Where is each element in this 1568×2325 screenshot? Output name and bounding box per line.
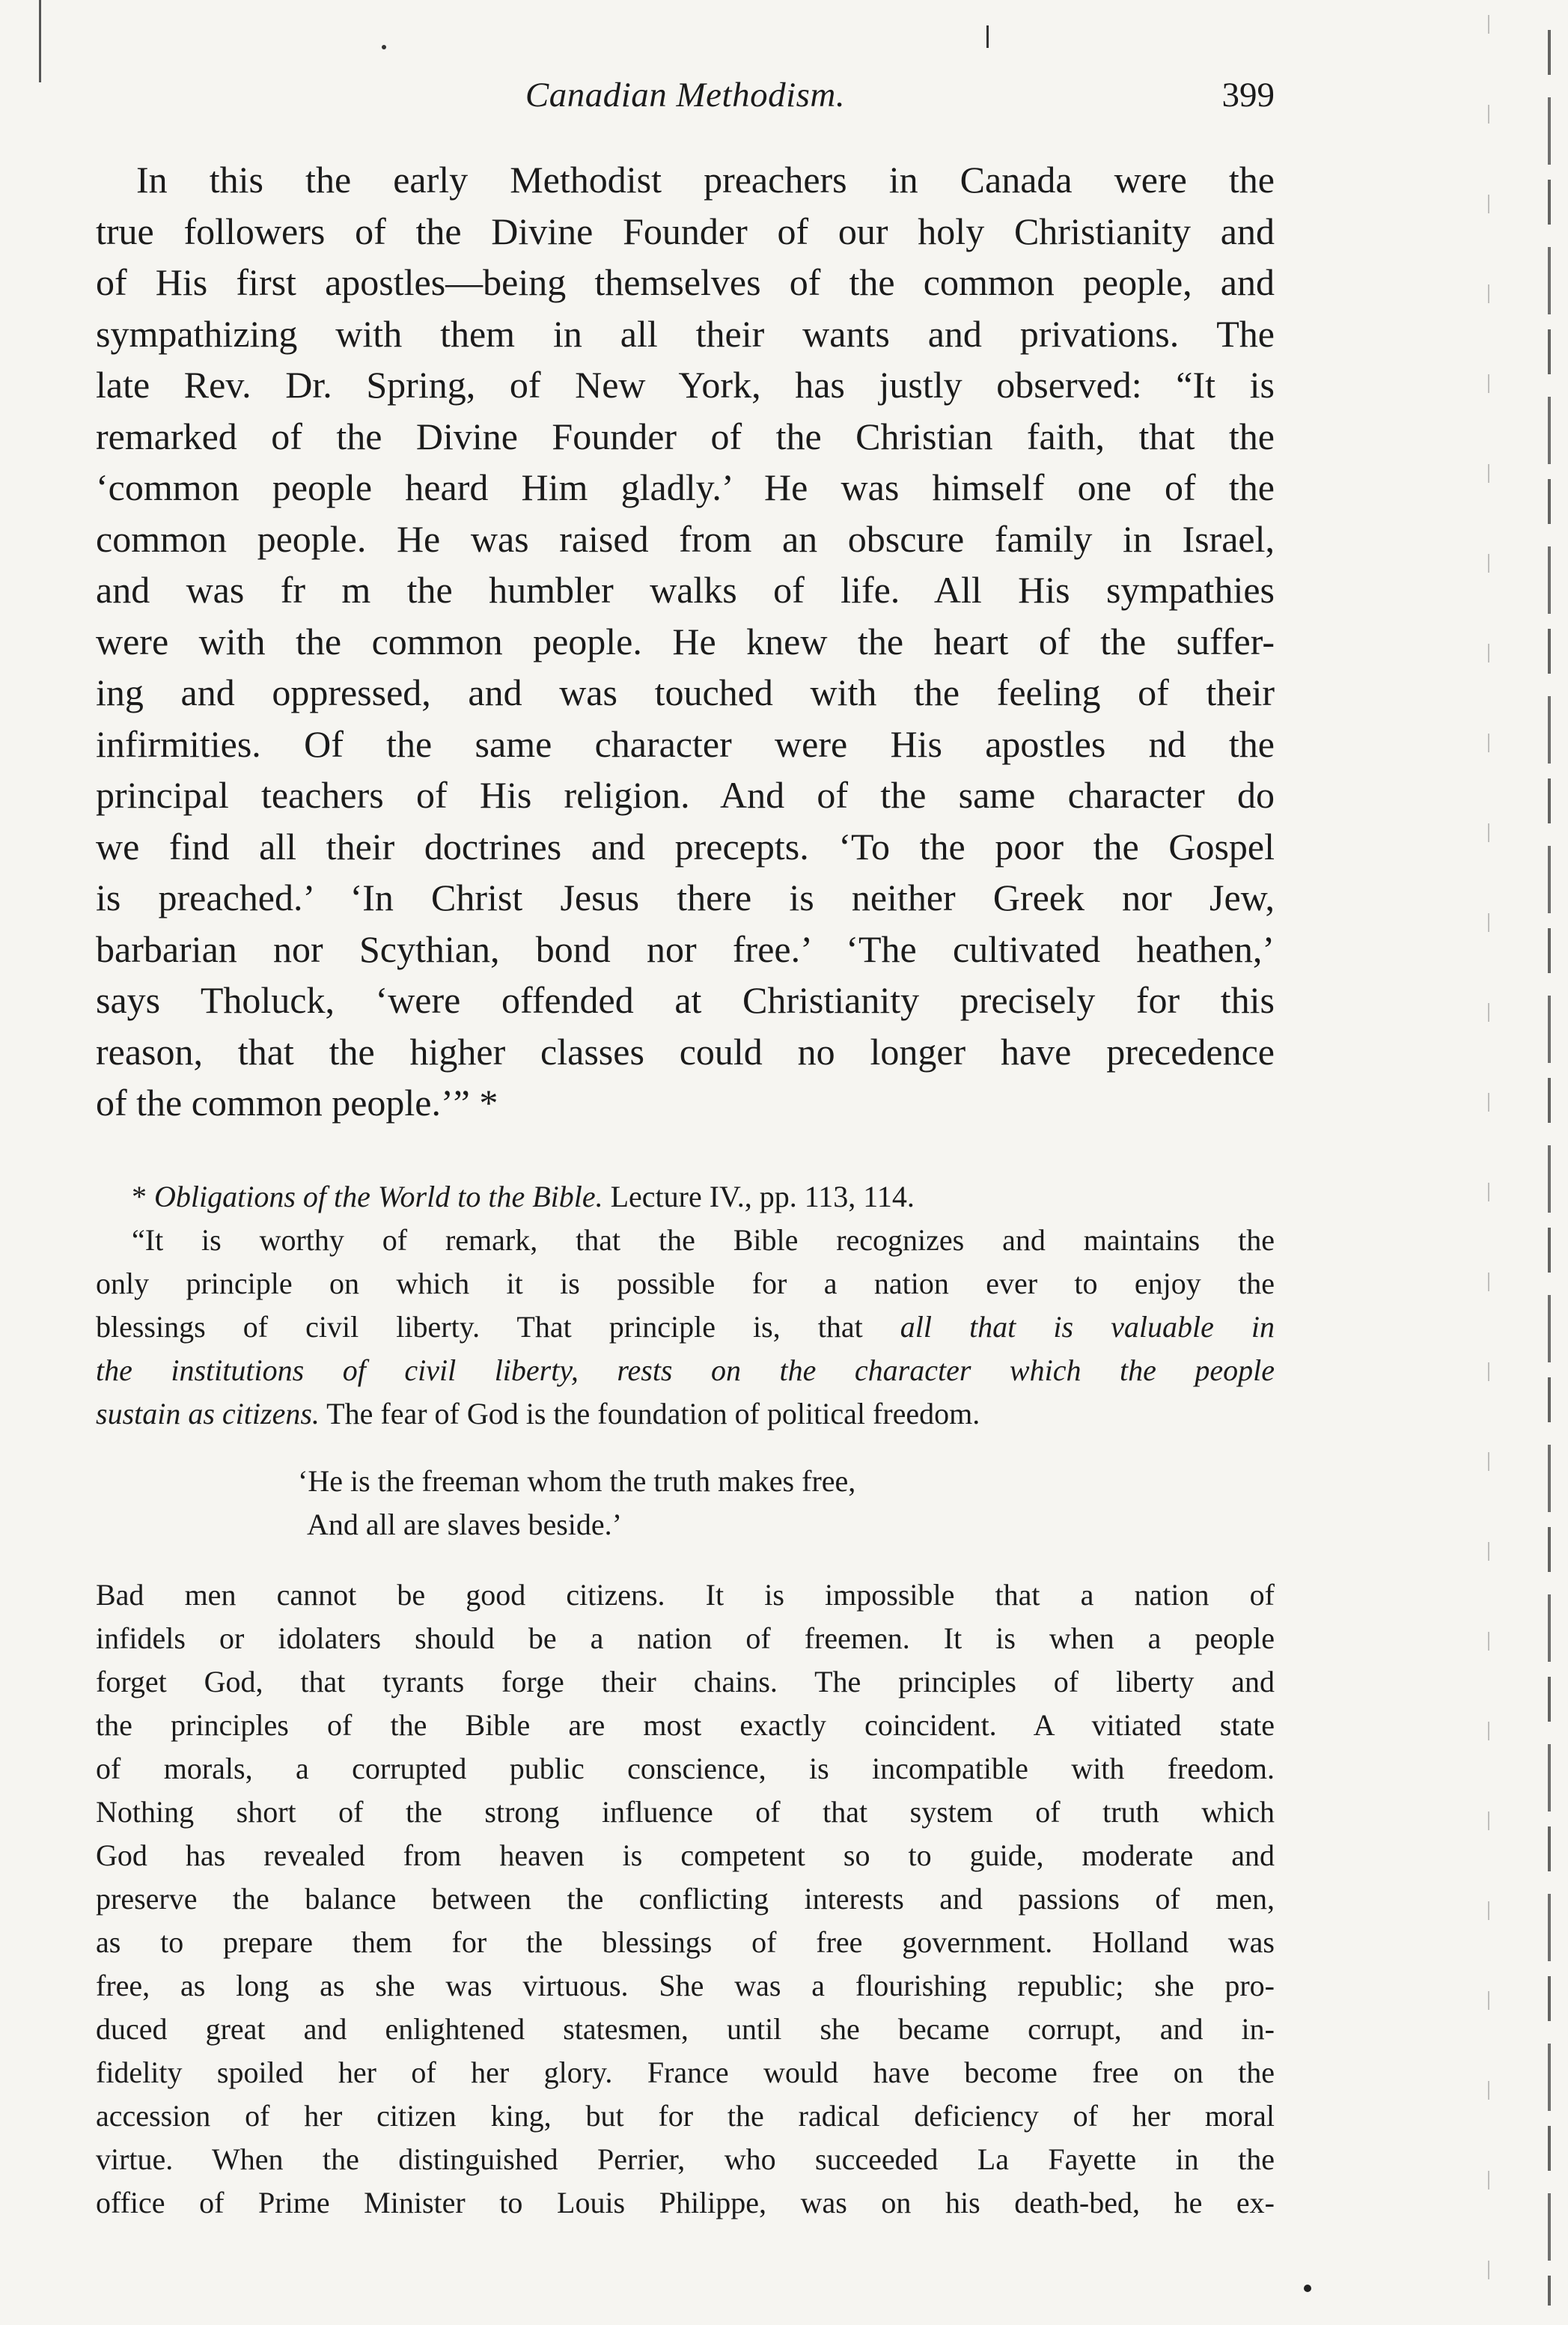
verse-line: And all are slaves beside.’ xyxy=(307,1507,622,1541)
footnote-marker: * xyxy=(132,1179,147,1213)
scan-dot-top xyxy=(382,45,386,49)
scan-edge-right xyxy=(1548,30,1551,2306)
footnote-line xyxy=(96,1392,1275,1436)
footnote-line: of morals, a corrupted public conscience, is incompatible with freedom. xyxy=(96,1751,1275,1785)
verse-line: ‘He is the freeman whom the truth makes free, xyxy=(298,1463,856,1498)
text-line: reason, that the higher classes could no longer have precedence xyxy=(96,1030,1275,1073)
footnote-verse xyxy=(298,1460,1275,1547)
text-line: sympathizing with them in all their wants and privations. The xyxy=(96,312,1275,355)
text-line: of the common people.’” * xyxy=(96,1082,498,1124)
scan-edge-right-faint xyxy=(1488,15,1489,2321)
text-line: true followers of the Divine Founder of our holy Christianity and xyxy=(96,210,1275,252)
text-run: “It is worthy of remark, that the Bible recognizes and maintains the xyxy=(132,1222,1275,1257)
scan-mark-top xyxy=(986,25,989,48)
text-line: says Tholuck, ‘were offended at Christianity precisely for this xyxy=(96,979,1275,1021)
footnote-line: preserve the balance between the conflicting interests and passions of men, xyxy=(96,1881,1275,1916)
footnote-line: Nothing short of the strong influence of that system of truth which xyxy=(96,1794,1275,1829)
text-line: In this the early Methodist preachers in Canada were the xyxy=(136,159,1275,201)
text-line: of His first apostles—being themselves of the common people, and xyxy=(96,261,1275,303)
text-line: and was fr m the humbler walks of life. All His sympathies xyxy=(96,569,1275,611)
page-number: 399 xyxy=(1221,76,1275,115)
text-line: we find all their doctrines and precepts. ‘To the poor the Gospel xyxy=(96,825,1275,868)
footnote-line: free, as long as she was virtuous. She was a flourishing republic; she pro- xyxy=(96,1968,1275,2002)
running-title: Canadian Methodism. xyxy=(525,76,846,115)
scan-dot-bottom xyxy=(1304,2285,1311,2292)
text-run: The fear of God is the foundation of political freedom. xyxy=(319,1396,980,1430)
footnote-reference xyxy=(96,1175,1275,1219)
footnote-line xyxy=(96,1305,1275,1349)
footnote-line: the principles of the Bible are most exactly coincident. A vitiated state xyxy=(96,1707,1275,1742)
footnote xyxy=(96,1175,1275,2225)
text-line: infirmities. Of the same character were His apostles nd the xyxy=(96,722,1275,765)
footnote-line: God has revealed from heaven is competent so to guide, moderate and xyxy=(96,1838,1275,1872)
text-run: only principle on which it is possible for a nation ever to enjoy the xyxy=(96,1266,1275,1300)
text-run: blessings of civil liberty. That principle is, that xyxy=(96,1309,900,1344)
italic-phrase: sustain as citizens. xyxy=(96,1396,320,1430)
footnote-line: duced great and enlightened statesmen, until she became corrupt, and in- xyxy=(96,2011,1275,2046)
text-line: ing and oppressed, and was touched with the feeling of their xyxy=(96,671,1275,713)
text-line: barbarian nor Scythian, bond nor free.’ ‘The cultivated heathen,’ xyxy=(96,927,1275,970)
footnote-line: fidelity spoiled her of her glory. France would have become free on the xyxy=(96,2055,1275,2089)
text-line: is preached.’ ‘In Christ Jesus there is neither Greek nor Jew, xyxy=(96,877,1275,918)
page-header xyxy=(96,67,1275,127)
footnote-paragraph-1 xyxy=(96,1219,1275,1436)
footnote-line: as to prepare them for the blessings of free government. Holland was xyxy=(96,1925,1275,1959)
main-paragraph xyxy=(96,154,1275,1129)
footnote-line xyxy=(96,1262,1275,1305)
footnote-source-title: Obligations of the World to the Bible. xyxy=(154,1179,603,1213)
text-line: late Rev. Dr. Spring, of New York, has justly observed: “It is xyxy=(96,364,1275,406)
footnote-line: Bad men cannot be good citizens. It is impossible that a nation of xyxy=(96,1577,1275,1612)
text-line: remarked of the Divine Founder of the Christian faith, that the xyxy=(96,415,1275,457)
footnote-line xyxy=(96,1349,1275,1392)
book-page xyxy=(96,67,1275,2225)
text-line: common people. He was raised from an obscure family in Israel, xyxy=(96,517,1275,560)
footnote-line: virtue. When the distinguished Perrier, who succeeded La Fayette in the xyxy=(96,2142,1275,2176)
footnote-source-rest: Lecture IV., pp. 113, 114. xyxy=(610,1179,915,1213)
text-line: ‘common people heard Him gladly.’ He was himself one of the xyxy=(96,466,1275,508)
footnote-line: forget God, that tyrants forge their chains. The principles of liberty and xyxy=(96,1664,1275,1698)
footnote-line: accession of her citizen king, but for the radical deficiency of her moral xyxy=(96,2098,1275,2133)
footnote-line: infidels or idolaters should be a nation of freemen. It is when a people xyxy=(96,1621,1275,1655)
footnote-line xyxy=(96,1219,1275,1262)
scan-edge-left xyxy=(39,0,41,82)
italic-phrase: the institutions of civil liberty, rests on the character which the people xyxy=(96,1353,1275,1387)
text-line: were with the common people. He knew the heart of the suffer- xyxy=(96,620,1275,662)
italic-phrase: all that is valuable in xyxy=(900,1309,1275,1344)
text-line: principal teachers of His religion. And of the same character do xyxy=(96,774,1275,816)
footnote-paragraph-2 xyxy=(96,1573,1275,2225)
footnote-line: office of Prime Minister to Louis Philippe, was on his death-bed, he ex- xyxy=(96,2185,1275,2219)
